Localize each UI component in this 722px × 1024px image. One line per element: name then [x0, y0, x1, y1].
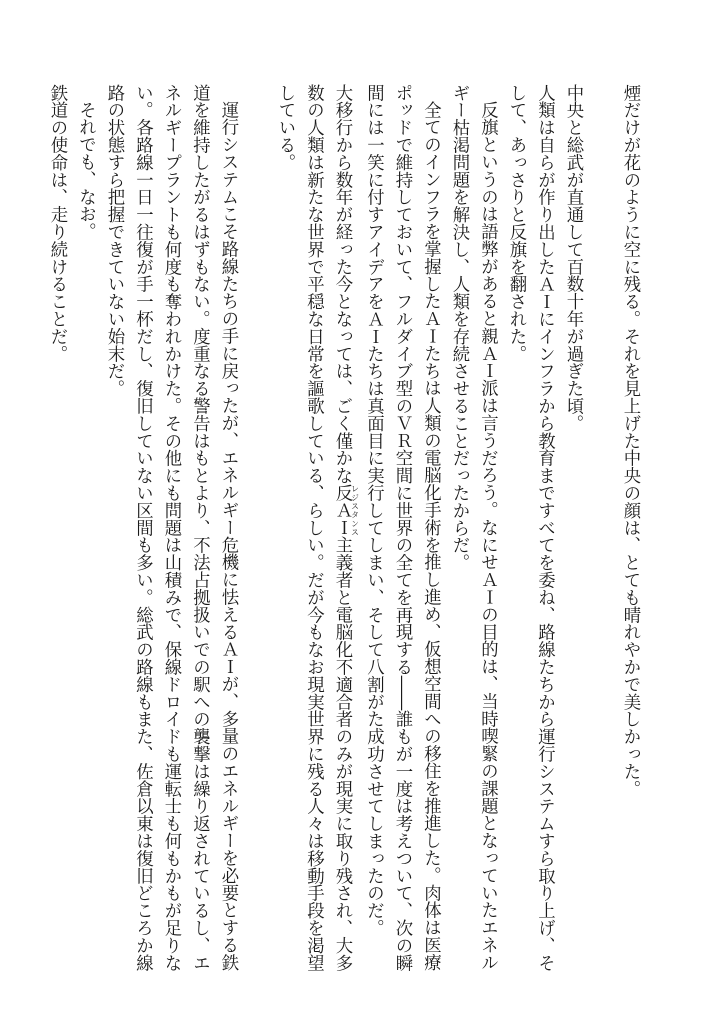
- paragraph-6-head: 大移行から数年が経った今となっては、ごく僅かな: [332, 84, 352, 485]
- paragraph-7: 運行システムこそ路線たちの手に戻ったが、エネルギー危機に怯えるＡＩが、多量のエネルギーを必要とする鉄道を維持したがるはずもない。度重なる警告はもとより、不法占拠扱いでの駅への襲撃は繰り返されているし、エネルギープラントも何度も奪われかけた。その他にも問題は山積みで、保線ドロイドも運転士も何もかもが足りない。各路線一日一往復が手一杯だし、復旧していない区間も多い。総武の路線もまた、佐倉以東は復旧どころか線路の状態すら把握できていない始末だ。: [104, 84, 238, 972]
- paragraph-6: [271, 84, 360, 974]
- paragraph-6-tail: 主義者と電脳化不適合者のみが現実に取り残され、大多数の人類は新たな世界で平穏な日常を謳歌している、らしい。だが今もなお現実世界に残る人々は移動手段を渇望している。: [275, 84, 352, 972]
- paragraph-4: 反旗というのは語弊があると親ＡＩ派は言うだろう。なにせＡＩの目的は、当時喫緊の課題となっていたエネルギー枯渇問題を解決し、人類を存続させることだったからだ。: [449, 84, 498, 972]
- paragraph-9: 鉄道の使命は、走り続けることだ。: [47, 84, 67, 363]
- ruby-base: 反ＡＩ: [332, 484, 352, 537]
- paragraph-8: それでも、なお。: [75, 101, 96, 241]
- ruby-reading: レジスタンス: [350, 484, 360, 537]
- novel-page: [47, 84, 644, 974]
- paragraph-5: 全てのインフラを掌握したＡＩたちは人類の電脳化手術を推し進め、仮想空間への移住を推進した。肉体は医療ポッドで維持しておいて、フルダイブ型のＶＲ空間に世界の全てを再現する――誰もが一度は考えついて、次の瞬間には一笑に付すアイデアをＡＩたちは真面目に実行してしまい、そして八割がた成功させてしまったのだ。: [363, 84, 441, 972]
- paragraph-1: 煙だけが花のように空に残る。それを見上げた中央の顔は、とても晴れやかで美しかった。: [620, 84, 640, 798]
- ruby-resistance: [332, 484, 360, 537]
- paragraph-2: 中央と総武が直通して百数十年が過ぎた頃。: [563, 84, 583, 432]
- paragraph-3: 人類は自らが作り出したＡＩにインフラから教育まですべてを委ね、路線たちから運行システムすら取り上げ、そして、あっさりと反旗を翻された。: [506, 84, 555, 972]
